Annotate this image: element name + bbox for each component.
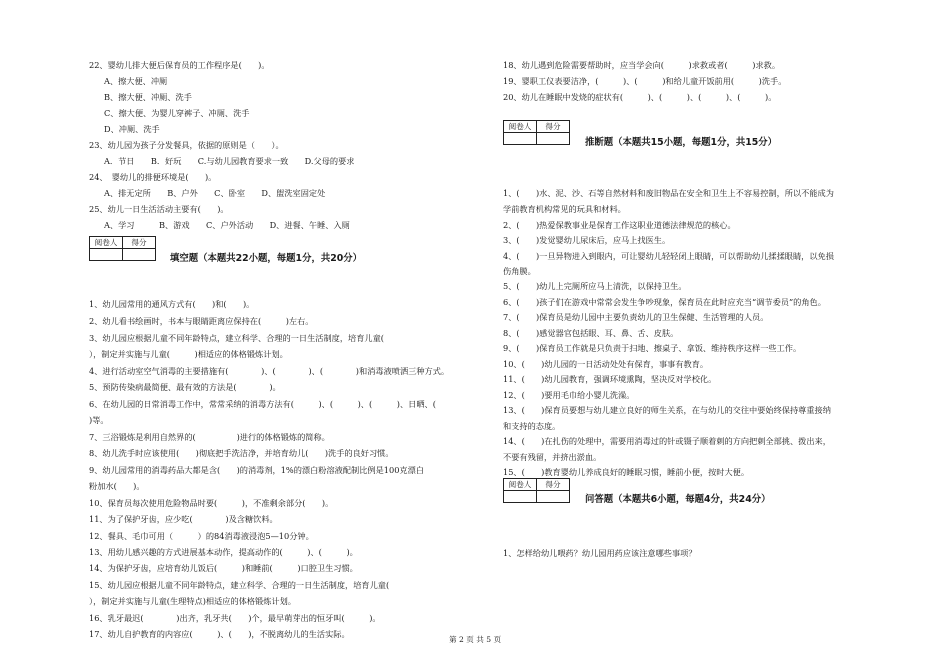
fill-question-6: 6、在幼儿园的日常消毒工作中，常常采纳的消毒方法有( )、( )、( )、日晒、( [89,399,453,409]
fill-question-18: 18、幼儿遇到危险需要帮助时，应当学会向( )求救或者( )求救。 [503,60,781,70]
question-24-options: A、排无定所 B、户外 C、卧室 D、盥洗室固定处 [104,188,326,198]
question-24: 24、 婴幼儿的排便环境是( )。 [89,172,217,182]
score-cell [537,133,570,145]
judge-question-11: 11、( )幼儿园教育，强调环境熏陶，坚决反对学校化。 [503,374,717,384]
judge-question-12: 12、( )要用毛巾给小婴儿洗澡。 [503,390,635,400]
fill-question-12: 12、餐具、毛巾可用（ ）的84消毒液浸泡5—10分钟。 [89,531,314,541]
fill-question-17: 17、幼儿自护教育的内容应( )、( )，不脱离幼儿的生活实际。 [89,629,350,639]
judge-question-9: 9、( )保育员工作就是只负责于扫地、擦桌子、拿饭、维持秩序这样一些工作。 [503,343,802,353]
judge-question-5: 5、( )幼儿上完厕所应马上清洗，以保持卫生。 [503,281,687,291]
section-title-qa: 问答题（本题共6小题，每题4分，共24分） [585,494,771,505]
qa-question-1: 1、怎样给幼儿喂药？幼儿园用药应该注意哪些事项？ [503,548,697,558]
judge-question-7: 7、( )保育员是幼儿园中主要负责幼儿的卫生保健、生活管理的人员。 [503,312,769,322]
question-25: 25、幼儿一日生活活动主要有( )。 [89,204,229,214]
judge-question-3: 3、( )发觉婴幼儿尿床后，应马上找医生。 [503,235,671,245]
fill-question-1: 1、幼儿园常用的通风方式有( )和( )。 [89,299,255,309]
judge-question-6: 6、( )孩子们在游戏中常常会发生争吵现象，保育员在此时应充当“调节委员”的角色。 [503,297,826,307]
fill-question-15-cont: ），制定并实施与儿童(生理特点)相适应的体格锻炼计划。 [89,596,296,606]
judge-question-13-cont: 和支持的态度。 [503,421,561,431]
judge-question-10: 10、( )幼儿园的一日活动处处有保育，事事有教育。 [503,359,709,369]
page-footer: 第 2 页 共 5 页 [448,635,502,644]
question-23: 23、幼儿园为孩子分发餐具，依据的原则是（ ）。 [89,140,284,150]
question-22-option-b: B、擦大便、冲厕、洗手 [104,92,192,102]
reviewer-cell [90,249,123,261]
judge-question-4: 4、( )一旦异物进入到眼内，可让婴幼儿轻轻闭上眼睛，可以帮助幼儿揉揉眼睛，以免损 [503,251,834,261]
fill-question-16: 16、乳牙最迟( )出齐，乳牙共( )个，最早萌芽出的恒牙叫( )。 [89,613,381,623]
question-22-option-c: C、擦大便、为婴儿穿裤子、冲厕、洗手 [104,108,250,118]
fill-question-14: 14、为保护牙齿，应培育幼儿饭后( )和睡前( )口腔卫生习惯。 [89,563,358,573]
judge-question-15: 15、( )教育婴幼儿养成良好的睡眠习惯，睡前小便，按时大便。 [503,467,750,477]
judge-question-4-cont: 伤角膜。 [503,266,536,276]
fill-question-4: 4、进行活动室空气消毒的主要措施有( )、( )、( )和消毒液喷洒三种方式。 [89,366,450,376]
judge-question-1: 1、( )水、泥、沙、石等自然材料和废旧物品在安全和卫生上不容易控制，所以不能成为 [503,188,834,198]
question-23-options: A．节日 B．好玩 C.与幼儿园教育要求一致 D.父母的要求 [104,156,355,166]
fill-question-6-cont: )等。 [89,415,109,425]
question-25-options: A、学习 B、游戏 C、户外活动 D、进餐、午睡、入厕 [104,220,350,230]
reviewer-label: 阅卷人 [90,237,123,249]
judge-question-13: 13、( )保育员要想与幼儿建立良好的师生关系，在与幼儿的交往中要始终保持尊重接纳 [503,405,831,415]
fill-question-7: 7、三浴锻炼是利用自然界的( )进行的体格锻炼的简称。 [89,432,330,442]
fill-question-15: 15、幼儿园应根据儿童不同年龄特点，建立科学、合理的一日生活制度，培育儿童( [89,580,414,590]
score-box [89,236,156,261]
judge-question-2: 2、( )热爱保教事业是保育工作这职业道德法律规范的核心。 [503,220,736,230]
reviewer-cell [504,491,537,503]
score-label: 得分 [537,479,570,491]
reviewer-label: 阅卷人 [504,479,537,491]
fill-question-9: 9、幼儿园常用的消毒药品大都是含( )的消毒剂，1%的漂白粉溶液配制比例是100克漂白 [89,465,424,475]
question-22-option-d: D、冲厕、洗手 [104,124,160,134]
score-label: 得分 [537,121,570,133]
score-box-judgement [503,120,570,145]
judge-question-8: 8、( )感觉器官包括眼、耳、鼻、舌、皮肤。 [503,328,679,338]
fill-question-3-cont: ），制定并实施与儿童( )相适应的体格锻炼计划。 [89,349,288,359]
fill-question-10: 10、保育员每次使用危险物品时要( )，不准剩余部分( )。 [89,498,334,508]
score-cell [537,491,570,503]
fill-question-3: 3、幼儿园应根据儿童不同年龄特点，建立科学、合理的一日生活制度，培育儿童( [89,333,409,343]
judge-question-1-cont: 学前教育机构常见的玩具和材料。 [503,204,626,214]
fill-question-9-cont: 粉加水( )。 [89,481,145,491]
fill-question-20: 20、幼儿在睡眠中发烧的症状有( )、( )、( )、( )。 [503,92,777,102]
reviewer-cell [504,133,537,145]
reviewer-label: 阅卷人 [504,121,537,133]
fill-question-13: 13、用幼儿感兴趣的方式进展基本动作，提高动作的( )、( )。 [89,547,358,557]
score-box-qa [503,478,570,503]
score-label: 得分 [123,237,156,249]
section-title-judgement: 推断题（本题共15小题，每题1分，共15分） [585,137,777,148]
fill-question-11: 11、为了保护牙齿，应少吃( )及含糖饮料。 [89,514,278,524]
fill-question-5: 5、预防传染病最简便、最有效的方法是( )。 [89,382,281,392]
fill-question-19: 19、婴职工仪表要洁净，( )、( )和给儿童开饭前用( )洗手。 [503,76,787,86]
judge-question-14: 14、( )在扎伤的处理中，需要用消毒过的针或镊子顺着刺的方向把刺全部挑、拨出来， [503,436,831,446]
fill-question-8: 8、幼儿洗手时应该使用( )彻底把手洗洁净，并培育幼儿( )洗手的良好习惯。 [89,448,394,458]
fill-question-2: 2、幼儿看书绘画时，书本与眼睛距离应保持在( )左右。 [89,316,314,326]
section-title-fill-in: 填空题（本题共22小题，每题1分，共20分） [170,253,362,264]
question-22-option-a: A、擦大便、冲厕 [104,76,168,86]
score-cell [123,249,156,261]
judge-question-14-cont: 不要有残留，并挤出淤血。 [503,452,602,462]
question-22: 22、婴幼儿排大便后保育员的工作程序是( )。 [89,60,270,70]
